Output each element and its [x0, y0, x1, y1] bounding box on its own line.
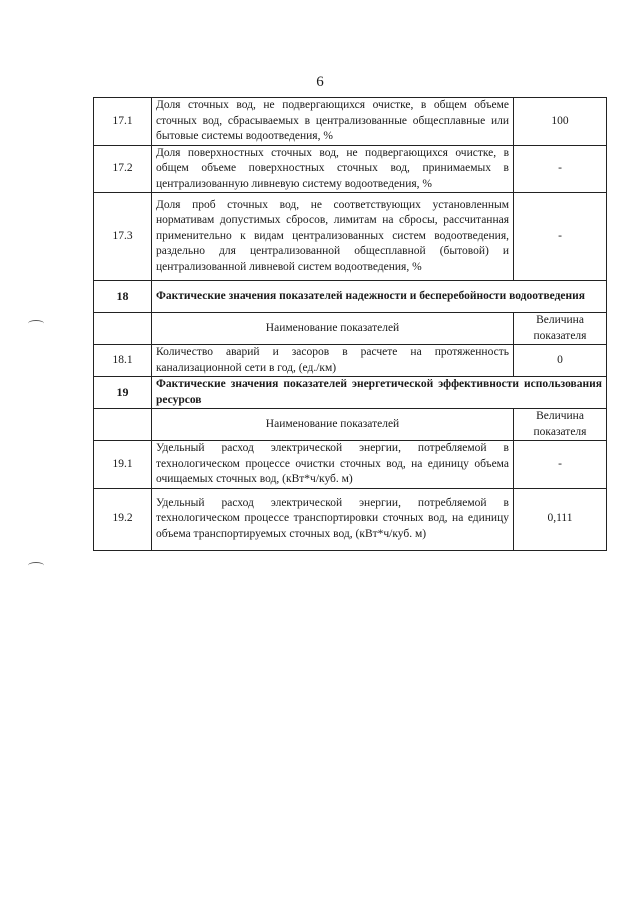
header-name-label: Наименование показателей [152, 409, 514, 441]
row-number: 18.1 [94, 345, 152, 377]
section-number: 18 [94, 281, 152, 313]
table-row [94, 98, 607, 146]
section-title: Фактические значения показателей энергетической эффективности использования ресурсов [152, 377, 607, 409]
margin-mark [28, 320, 44, 327]
header-value-label: Величина показателя [514, 409, 607, 441]
row-number: 17.1 [94, 98, 152, 146]
header-row [94, 409, 607, 441]
section-row [94, 377, 607, 409]
indicator-description: Доля сточных вод, не подвергающихся очистке, в общем объеме сточных вод, сбрасываемых в централизованные общесплавные или бытовые системы водоотведения, % [152, 98, 514, 146]
header-name-label: Наименование показателей [152, 313, 514, 345]
indicator-value: - [514, 441, 607, 489]
section-title: Фактические значения показателей надежности и бесперебойности водоотведения [152, 281, 607, 313]
indicator-description: Удельный расход электрической энергии, потребляемой в технологическом процессе очистки сточных вод, на единицу объема очищаемых сточных вод, (кВт*ч/куб. м) [152, 441, 514, 489]
section-row [94, 281, 607, 313]
row-number: 17.2 [94, 145, 152, 193]
indicator-value: 100 [514, 98, 607, 146]
indicator-description: Доля поверхностных сточных вод, не подвергающихся очистке, в общем объеме поверхностных сточных вод, принимаемых в централизованную ливневую систему водоотведения, % [152, 145, 514, 193]
indicator-value: 0,111 [514, 488, 607, 550]
header-value-label: Величина показателя [514, 313, 607, 345]
section-number: 19 [94, 377, 152, 409]
indicator-description: Количество аварий и засоров в расчете на протяженность канализационной сети в год, (ед./км) [152, 345, 514, 377]
table-row [94, 441, 607, 489]
table-row [94, 345, 607, 377]
indicators-table [93, 97, 607, 551]
header-empty-cell [94, 313, 152, 345]
indicator-value: - [514, 193, 607, 281]
indicator-value: 0 [514, 345, 607, 377]
table-row [94, 488, 607, 550]
page-number: 6 [316, 74, 324, 90]
indicator-value: - [514, 145, 607, 193]
margin-mark [28, 562, 44, 569]
row-number: 17.3 [94, 193, 152, 281]
row-number: 19.1 [94, 441, 152, 489]
row-number: 19.2 [94, 488, 152, 550]
header-row [94, 313, 607, 345]
indicator-description: Удельный расход электрической энергии, потребляемой в технологическом процессе транспортировки сточных вод, на единицу объема транспортируемых сточных вод, (кВт*ч/куб. м) [152, 488, 514, 550]
indicator-description: Доля проб сточных вод, не соответствующих установленным нормативам допустимых сбросов, лимитам на сбросы, рассчитанная применительно к видам централизованных систем водоотведения, раздельно для централизованной общесплавной (бытовой) и централизованной ливневой систем водоотведения, % [152, 193, 514, 281]
header-empty-cell [94, 409, 152, 441]
table-row [94, 193, 607, 281]
table-row [94, 145, 607, 193]
